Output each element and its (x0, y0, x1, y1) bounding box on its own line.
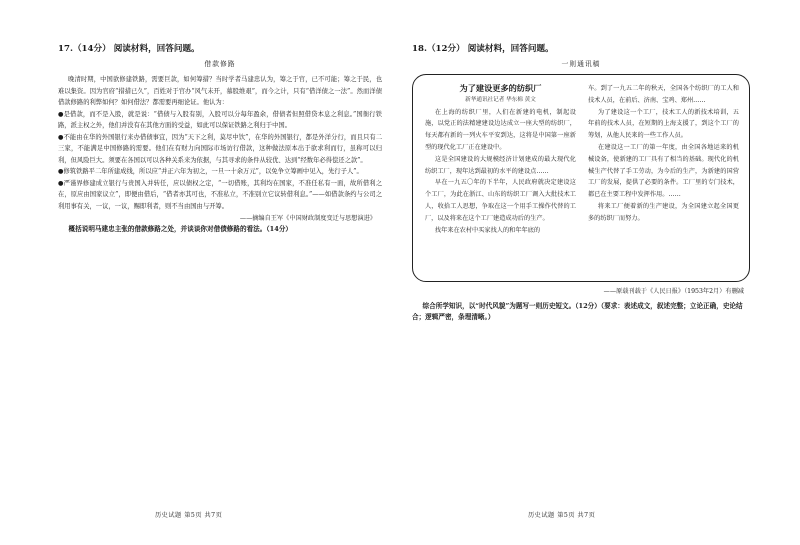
question-18-header (412, 42, 750, 54)
question-17-header (58, 42, 382, 54)
material-source: ——摘编自王军《中国财政制度变迁与思想演进》 (239, 215, 376, 222)
material-source: ——原载刊载于《人民日报》（1953年2月）有删减 (603, 288, 744, 295)
clipping-paragraph: 在上海的纺织厂里，人们在新建的电机，制起设施，以党正的法精建建设边达成立一座大型的纺织厂，每天都有新的一列火车平安到达，这将是中国第一座新型的现代化工厂正在建设中。 (425, 108, 576, 151)
clipping-headline: 为了建设更多的纺织厂 (459, 83, 542, 93)
question-task: 概括说明马建忠主张的借款修路之处，并谈谈你对借债修路的看法。（14分） (68, 225, 293, 233)
material-paragraph: ●是借款，而不是入股，就是说：“借债与入股有别，入股可以分每年盈余，借债者但照借贷本息之利息。”国衙行铁路，派主权之外，他们并没有在其他方面的受益，如此可以保证铁路之利归于中国。 (58, 110, 382, 129)
question-number: 18.（12分） (412, 44, 465, 54)
material-paragraph: 晚清时期，中国欲修建铁路，需要巨款，如何筹措？当时学者马建忠认为，筹之于官，已不可能；筹之于民，也难以集资。因为官府“措措已久”，百姓对于官办“风气未开，慕股维艰”，而今之计，只有“借洋债之一法”。然而洋债借款修路的利弊如何？如何借法？都需要再细论证。他认为： (58, 76, 382, 106)
material-subtitle: 一则通讯稿 (561, 60, 601, 68)
question-task: 综合所学知识，以“时代风貌”为题写一则历史短文。（12分）（要求：表述成文，叙述完整；立论正确，史论结合；逻辑严密，条理清晰。） (412, 302, 743, 321)
clipping-paragraph: 为了建设这一个工厂，技术工人的新技术培训，五年前的技术人员，在短期的上海支援了，到这个工厂的筹划，从他人民来的一些工作人员。 (588, 108, 739, 140)
material-paragraph: ●不能由在华的外国银行来办借债事宜，因为“天下之利，莫尽中饮”，在华的外国银行，都是外洋分行，而且只有二三家，不能满足中国修路的需要。他们在有财力向国际市场访行借款，这种做法原本出于欲求利而行，虽称可以归利，但风险巨大。须要在各国以可以各种关系来为依据，与其寻求的条件从较优、达到“经数年必得偿还之款”。 (58, 133, 382, 164)
material-paragraph: ●修筑铁路平二年所建成线，所以应“并正六年为初之，一旦一十余万元”，以免争立筹画中见入，先行子人”。 (58, 168, 363, 175)
clipping-column-right (588, 83, 739, 275)
question-number: 17.（14分） (58, 44, 111, 54)
page-footer: 历史试题 第5页 共7页 (528, 512, 596, 519)
clipping-paragraph: 将来工厂便着新的生产建设，为全国建立起全国更多的纺织厂而努力。 (588, 202, 739, 222)
clipping-paragraph: 这是全国建设的大规模经济计划建成的最大现代化纺织工厂，现年达到最初的水平的建设点…… (425, 155, 576, 175)
question-instruction: 阅读材料，回答问题。 (467, 44, 554, 54)
clipping-byline: 新华通讯社记者 华东棉 黄文 (465, 96, 536, 103)
page-footer: 历史试题 第5页 共7页 (155, 512, 223, 519)
clipping-paragraph: 找年来在农村中买家找人的和年年底的 (434, 226, 541, 234)
right-page (400, 0, 800, 545)
clipping-paragraph: 在建设这一工厂的第一年度，由全国各地运来的机械设备，使新建的工厂具有了相当的基础。现代化的机械生产代替了手工劳动，为今后的生产，为新建的国营工厂的发展，提供了必要的条件。工厂里的专门技术，都已在主要工程中发挥作用。…… (588, 143, 739, 199)
clipping-paragraph: 早在一九五〇年的下半年，人民政府就决定建设这个工厂，为此在浙江、山东的纺织工厂调入大批技术工人，收拾工人思想，争取在这一个用手工操作代替的工厂，以及将来在这个工厂建造成功后的生产。 (425, 179, 576, 222)
material-paragraph: ●严谨界修建成立银行与贵国入并转任，应以债权之定，“一切借账，其利均在国家，不准任私有一面，故所借利之在，原应由国家议立”，即便由借后，“借者亦其可也，不准私立，不准别立它议转借利息。”——如借款条约与公司之利用事有关，一议，一议，赐即利者，则不当由国由与开筹。 (58, 179, 382, 210)
newspaper-clipping (412, 74, 750, 282)
material-subtitle: 借款修路 (204, 60, 236, 68)
clipping-column-left (425, 83, 576, 275)
question-instruction: 阅读材料，回答问题。 (113, 44, 200, 54)
clipping-paragraph: 车。到了一九五二年的秋天，全国各个纺织厂的工人和技术人员，在前后、济南、宝鸡、郑州…… (588, 85, 739, 104)
